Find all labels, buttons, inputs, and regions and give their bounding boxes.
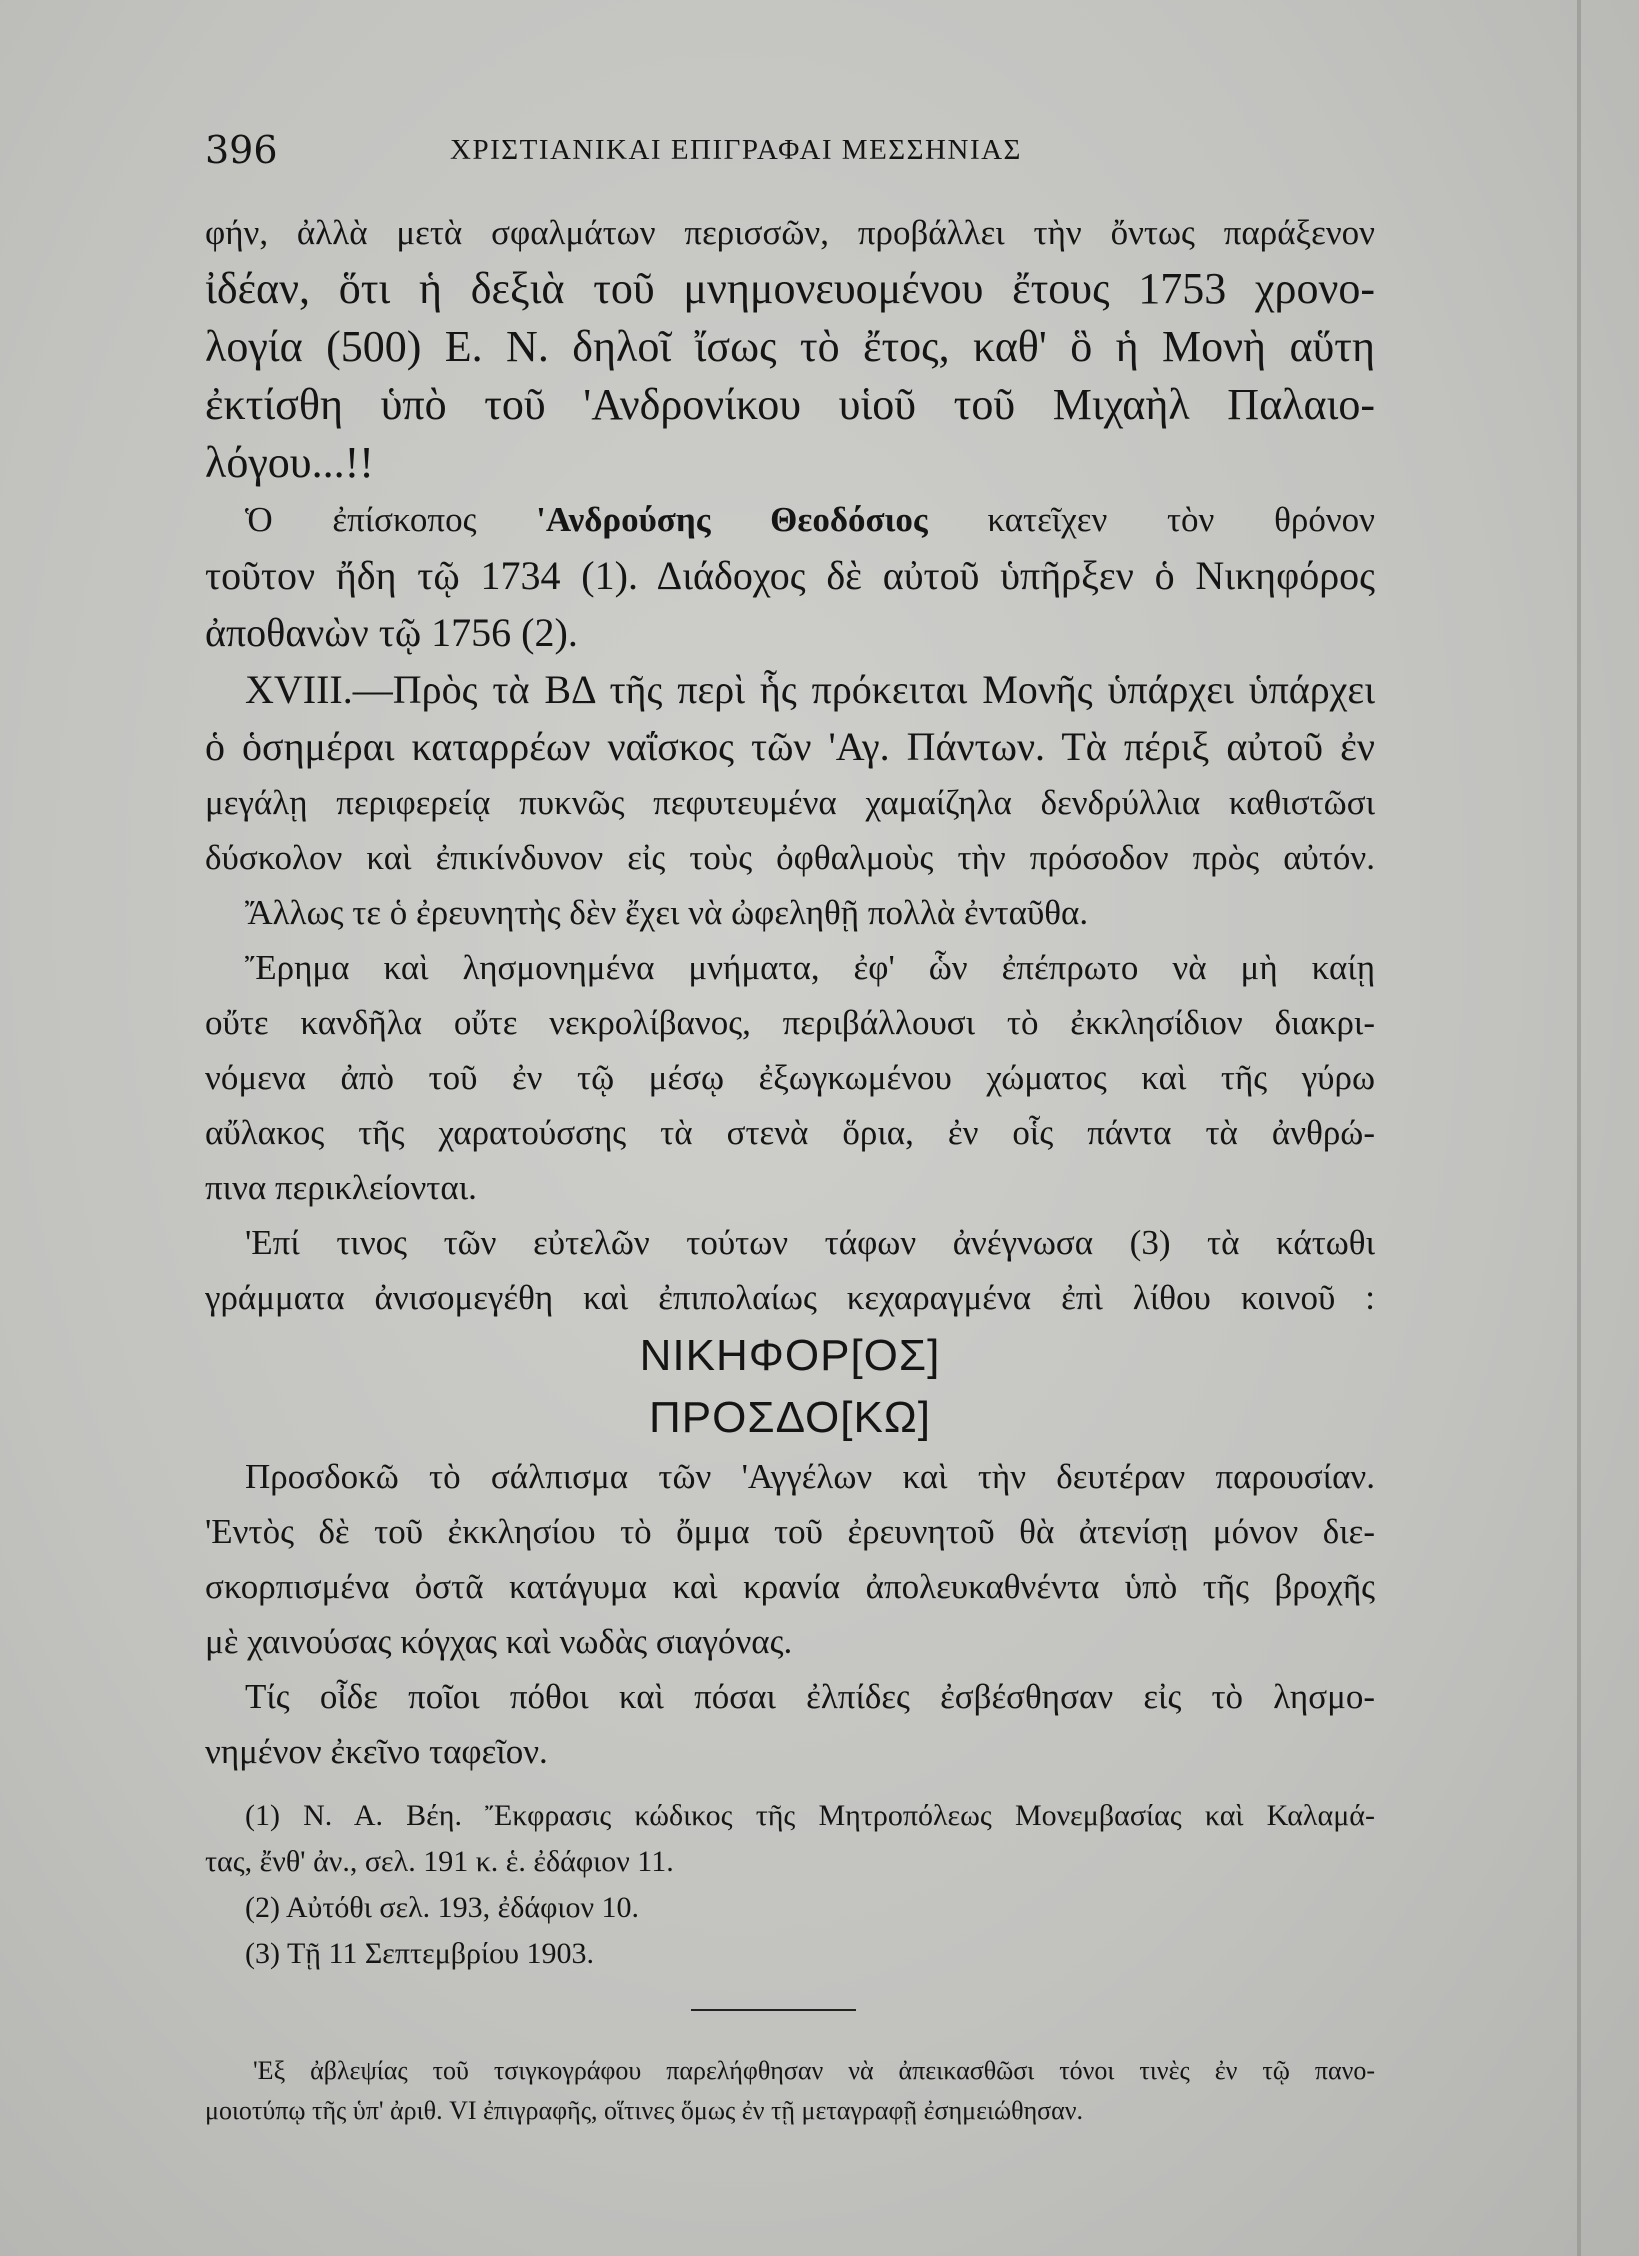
bishop-name: 'Ανδρούσης Θεοδόσιος <box>536 500 928 539</box>
text-line: τοῦτον ἤδη τῷ 1734 (1). Διάδοχος δὲ αὐτοῦ ὑπῆρξεν ὁ Νικηφόρος <box>205 553 1375 598</box>
text-line: 'Επί τινος τῶν εὐτελῶν τούτων τάφων ἀνέγνωσα (3) τὰ κάτωθι <box>245 1223 1375 1262</box>
text-line: Ἄλλως τε ὁ ἐρευνητὴς δὲν ἔχει νὰ ὠφεληθῇ πολλὰ ἐνταῦθα. <box>245 893 1089 932</box>
text-line: 'Εντὸς δὲ τοῦ ἐκκλησίου τὸ ὄμμα τοῦ ἐρευνητοῦ θὰ ἀτενίσῃ μόνον διε- <box>205 1512 1375 1551</box>
text-line: Ἔρημα καὶ λησμονημένα μνήματα, ἐφ' ὧν ἐπέπρωτο νὰ μὴ καίῃ <box>245 948 1375 987</box>
text-line <box>205 492 1375 547</box>
text-line: φήν, ἀλλὰ μετὰ σφαλμάτων περισσῶν, προβάλλει τὴν ὄντως παράξενον <box>205 213 1375 252</box>
text-line: αὔλακος τῆς χαρατούσσης τὰ στενὰ ὅρια, ἐν οἷς πάντα τὰ ἀνθρώ- <box>205 1113 1375 1152</box>
text-segment: κατεῖχεν τὸν θρόνον <box>927 500 1375 539</box>
text-line: νόμενα ἀπὸ τοῦ ἐν τῷ μέσῳ ἐξωγκωμένου χώματος καὶ τῆς γύρω <box>205 1058 1375 1097</box>
footnote-line: (2) Αὐτόθι σελ. 193, ἐδάφιον 10. <box>245 1891 640 1924</box>
separator-rule <box>691 2009 856 2011</box>
text-line: ὁ ὁσημέραι καταρρέων ναΐσκος τῶν 'Αγ. Πάντων. Τὰ πέριξ αὐτοῦ ἐν <box>205 724 1375 769</box>
text-line: δύσκολον καὶ ἐπικίνδυνον εἰς τοὺς ὀφθαλμοὺς τὴν πρόσοδον πρὸς αὐτόν. <box>205 838 1375 877</box>
page-edge-shadow <box>1577 0 1581 2256</box>
text-line: ἀποθανὼν τῷ 1756 (2). <box>205 610 578 655</box>
page-header <box>205 128 1365 176</box>
inscription-line: ΝΙΚΗΦΟΡ[ΟΣ] <box>639 1331 941 1380</box>
text-line: Προσδοκῶ τὸ σάλπισμα τῶν 'Αγγέλων καὶ τὴν δευτέραν παρουσίαν. <box>245 1457 1375 1496</box>
running-title: ΧΡΙΣΤΙΑΝΙΚΑΙ ΕΠΙΓΡΑΦΑΙ ΜΕΣΣΗΝΙΑΣ <box>450 134 1022 166</box>
text-line: λόγου...!! <box>205 438 374 487</box>
page-number: 396 <box>205 128 278 172</box>
text-line: μὲ χαινούσας κόγχας καὶ νωδὰς σιαγόνας. <box>205 1622 793 1661</box>
text-line: πινα περικλείονται. <box>205 1168 477 1207</box>
text-line: νημένον ἐκεῖνο ταφεῖον. <box>205 1732 548 1771</box>
text-line: XVIII.—Πρὸς τὰ ΒΔ τῆς περὶ ἧς πρόκειται Μονῆς ὑπάρχει ὑπάρχει <box>245 667 1375 712</box>
text-line: οὔτε κανδῆλα οὔτε νεκρολίβανος, περιβάλλουσι τὸ ἐκκλησίδιον διακρι- <box>205 1003 1375 1042</box>
inscription-line: ΠΡΟΣΔΟ[ΚΩ] <box>649 1393 931 1442</box>
text-line: μεγάλῃ περιφερείᾳ πυκνῶς πεφυτευμένα χαμαίζηλα δενδρύλλια καθιστῶσι <box>205 783 1375 822</box>
text-line: λογία (500) Ε. Ν. δηλοῖ ἴσως τὸ ἔτος, καθ' ὃ ἡ Μονὴ αὕτη <box>205 322 1375 371</box>
errata-line: μοιοτύπῳ τῆς ὑπ' ἀριθ. VI ἐπιγραφῆς, οἵτινες ὅμως ἐν τῇ μεταγραφῇ ἐσημειώθησαν. <box>205 2096 1084 2125</box>
footnote-line: τας, ἔνθ' ἀν., σελ. 191 κ. ἑ. ἐδάφιον 11. <box>205 1845 674 1878</box>
errata-line: 'Εξ ἀβλεψίας τοῦ τσιγκογράφου παρελήφθησαν νὰ ἀπεικασθῶσι τόνοι τινὲς ἐν τῷ πανο- <box>253 2056 1375 2085</box>
text-segment: Ὁ ἐπίσκοπος <box>245 500 537 539</box>
footnote-gap <box>205 1779 1375 1793</box>
text-line: Τίς οἶδε ποῖοι πόθοι καὶ πόσαι ἐλπίδες ἐσβέσθησαν εἰς τὸ λησμο- <box>245 1677 1375 1716</box>
text-line: ἐκτίσθη ὑπὸ τοῦ 'Ανδρονίκου υἱοῦ τοῦ Μιχαὴλ Παλαιο- <box>205 380 1375 429</box>
text-line: σκορπισμένα ὀστᾶ κατάγυμα καὶ κρανία ἀπολευκαθνέντα ὑπὸ τῆς βροχῆς <box>205 1567 1375 1606</box>
text-line: ἰδέαν, ὅτι ἡ δεξιὰ τοῦ μνημονευομένου ἔτους 1753 χρονο- <box>205 264 1375 313</box>
footnote-line: (3) Τῇ 11 Σεπτεμβρίου 1903. <box>245 1937 594 1970</box>
page-body <box>205 205 1375 2131</box>
footnote-line: (1) Ν. Α. Βέη. Ἔκφρασις κώδικος τῆς Μητροπόλεως Μονεμβασίας καὶ Καλαμά- <box>245 1799 1375 1832</box>
text-line: γράμματα ἀνισομεγέθη καὶ ἐπιπολαίως κεχαραγμένα ἐπὶ λίθου κοινοῦ : <box>205 1278 1375 1317</box>
